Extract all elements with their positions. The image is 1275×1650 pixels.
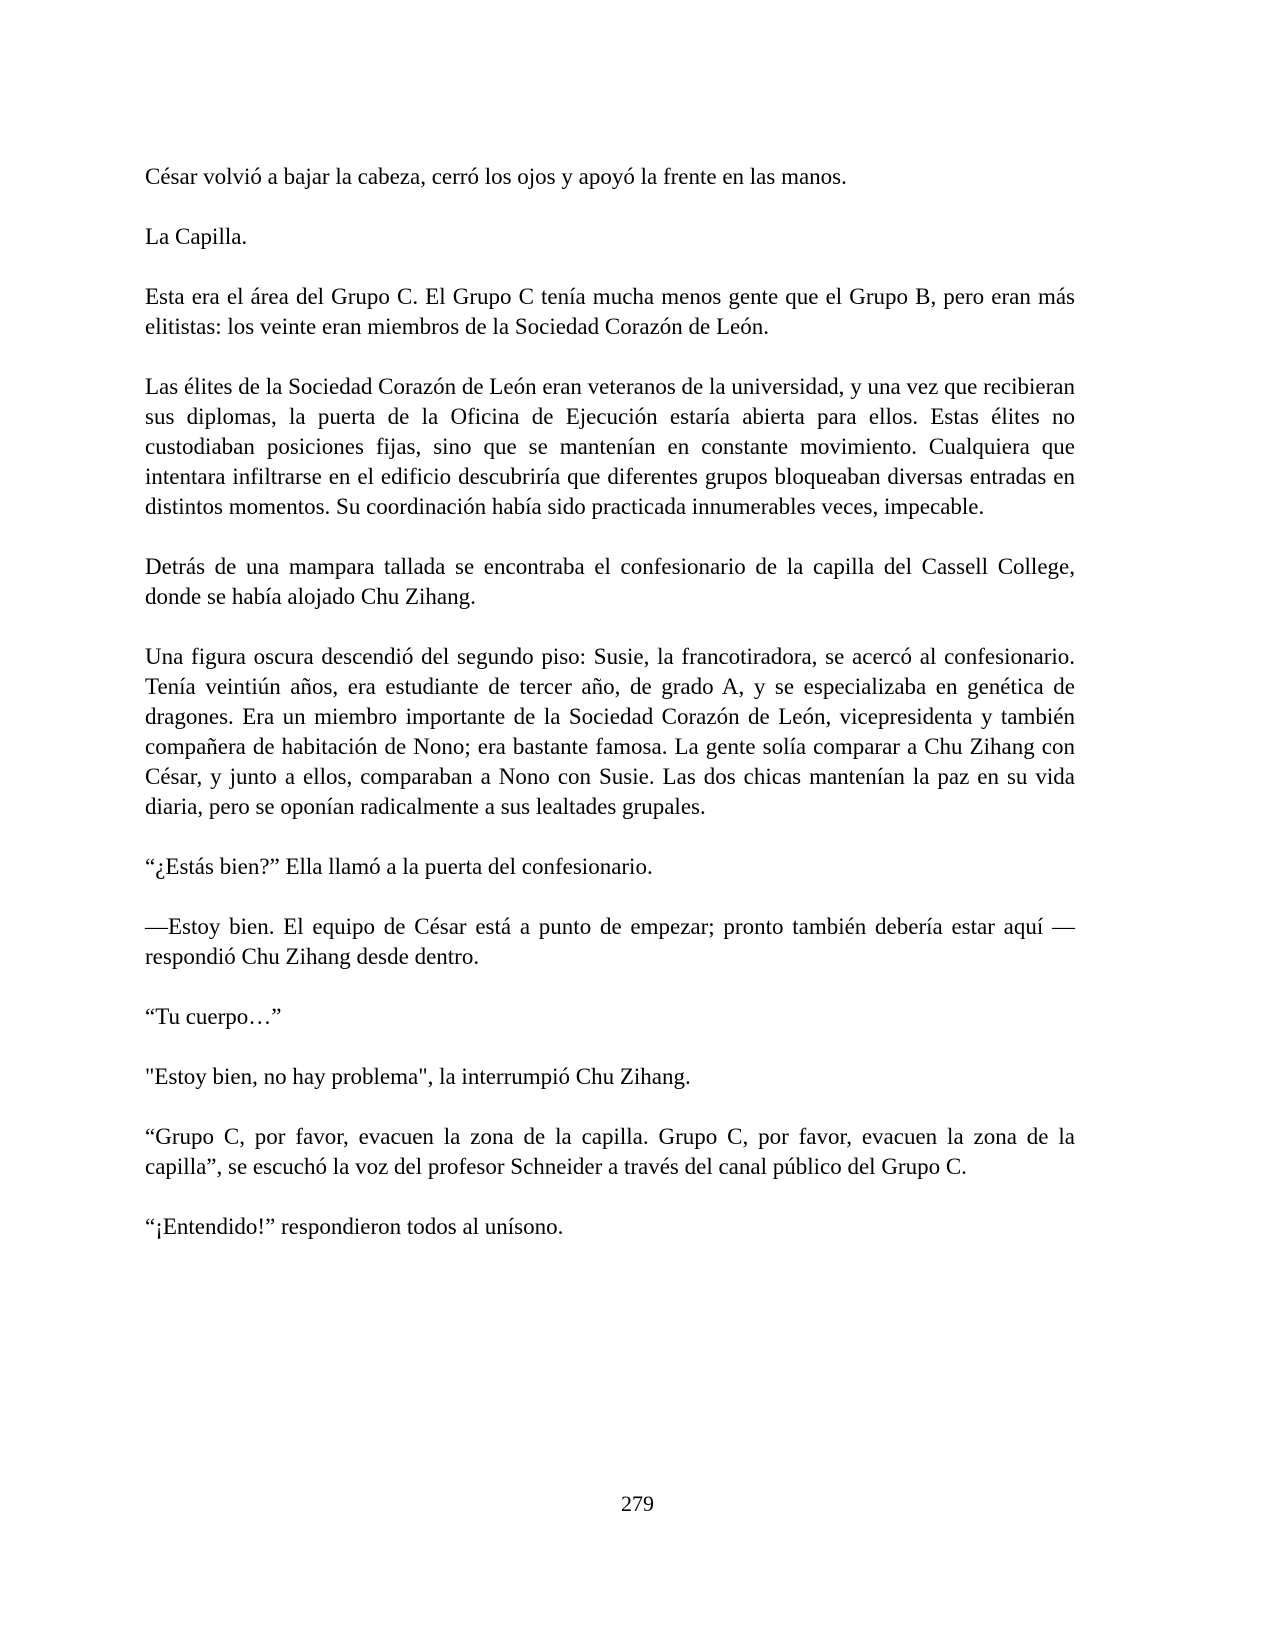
paragraph: César volvió a bajar la cabeza, cerró los ojos y apoyó la frente en las manos. (145, 164, 847, 189)
paragraph: "Estoy bien, no hay problema", la interrumpió Chu Zihang. (145, 1064, 691, 1089)
page-number: 279 (621, 1491, 654, 1516)
paragraph: “¿Estás bien?” Ella llamó a la puerta del confesionario. (145, 854, 653, 879)
paragraph: Una figura oscura descendió del segundo piso: Susie, la francotiradora, se acercó al confesionario. Tenía veintiún años, era estudiante de tercer año, de grado A, y se especializaba en genética de dragones. Era un miembro importante de la Sociedad Corazón de León, vicepresidenta y también compañera de habitación de Nono; era bastante famosa. La gente solía comparar a Chu Zihang con César, y junto a ellos, comparaban a Nono con Susie. Las dos chicas mantenían la paz en su vida diaria, pero se oponían radicalmente a sus lealtades grupales. (145, 644, 1075, 819)
paragraph: “¡Entendido!” respondieron todos al unísono. (145, 1214, 564, 1239)
paragraph: Esta era el área del Grupo C. El Grupo C tenía mucha menos gente que el Grupo B, pero eran más elitistas: los veinte eran miembros de la Sociedad Corazón de León. (145, 284, 1075, 339)
paragraph: “Grupo C, por favor, evacuen la zona de la capilla. Grupo C, por favor, evacuen la zona de la capilla”, se escuchó la voz del profesor Schneider a través del canal público del Grupo C. (145, 1124, 1075, 1179)
document-body (145, 162, 1075, 1272)
paragraph: Detrás de una mampara tallada se encontraba el confesionario de la capilla del Cassell College, donde se había alojado Chu Zihang. (145, 554, 1075, 609)
paragraph: Las élites de la Sociedad Corazón de León eran veteranos de la universidad, y una vez que recibieran sus diplomas, la puerta de la Oficina de Ejecución estaría abierta para ellos. Estas élites no custodiaban posiciones fijas, sino que se mantenían en constante movimiento. Cualquiera que intentara infiltrarse en el edificio descubriría que diferentes grupos bloqueaban diversas entradas en distintos momentos. Su coordinación había sido practicada innumerables veces, impecable. (145, 374, 1075, 519)
paragraph: La Capilla. (145, 224, 248, 249)
paragraph: “Tu cuerpo…” (145, 1004, 282, 1029)
paragraph: —Estoy bien. El equipo de César está a punto de empezar; pronto también debería estar aquí — respondió Chu Zihang desde dentro. (145, 914, 1075, 969)
